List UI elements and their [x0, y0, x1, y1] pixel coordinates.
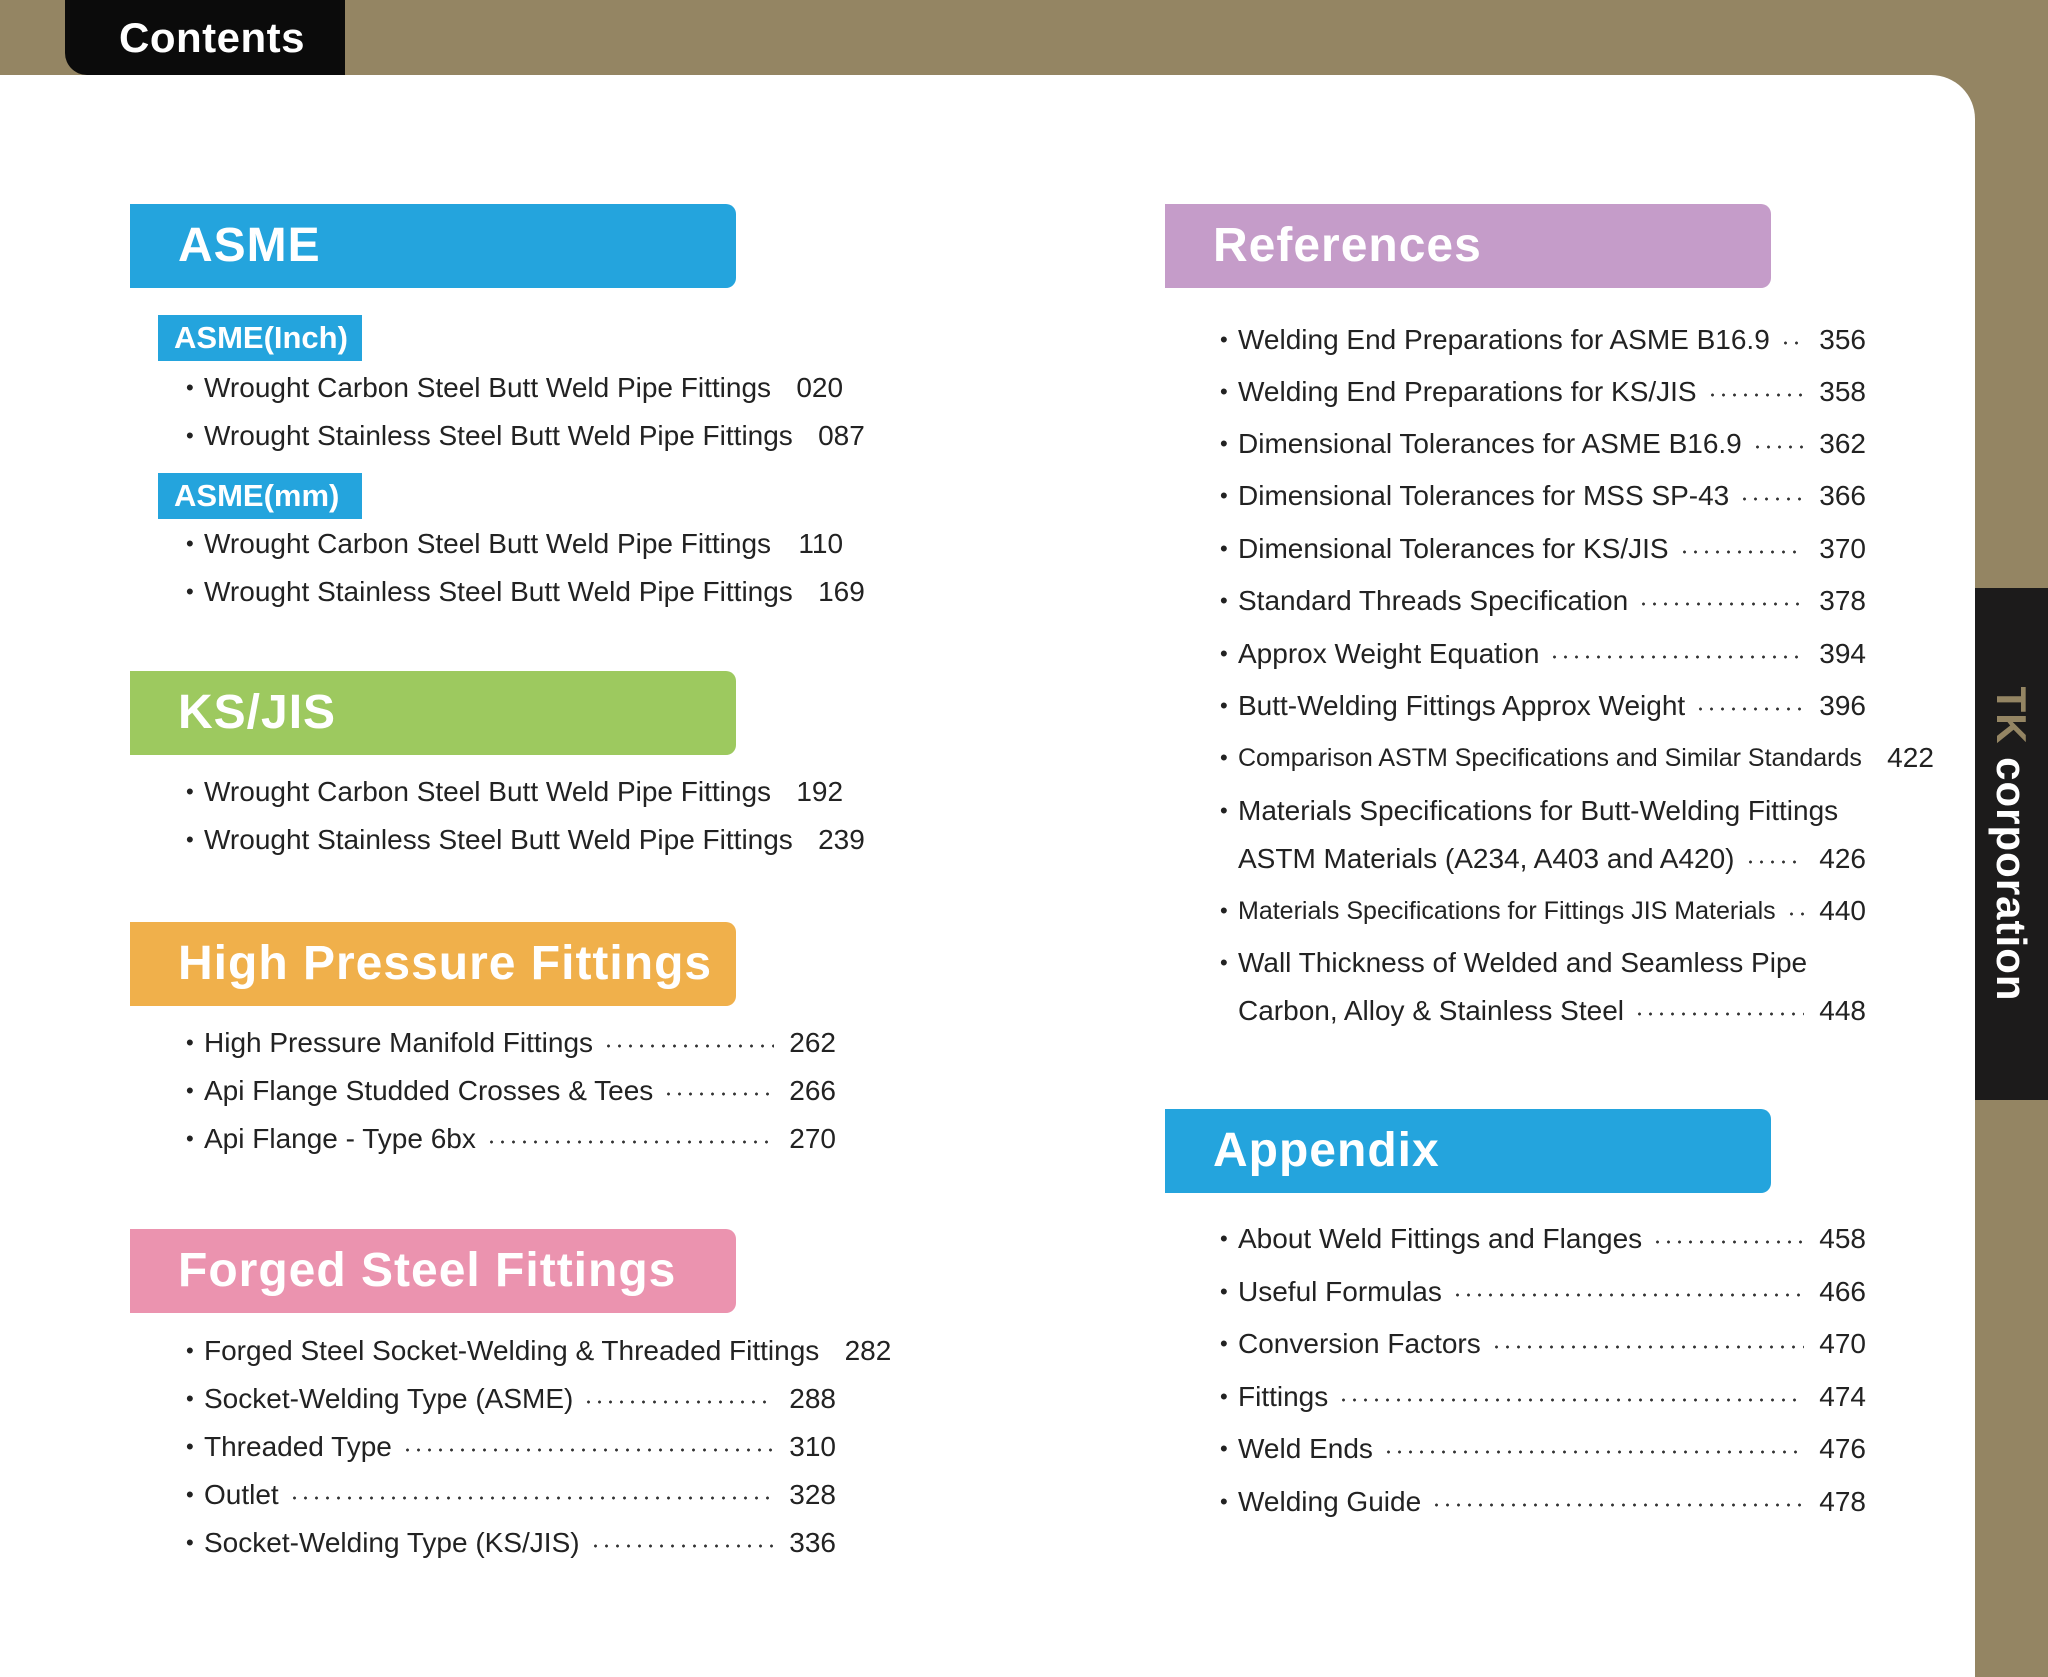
entry-label: Socket-Welding Type (ASME): [204, 1383, 574, 1414]
entry-label: Welding End Preparations for KS/JIS: [1238, 376, 1697, 407]
entry-page: 087: [818, 420, 865, 451]
side-brand-text: [1987, 686, 2035, 1001]
toc-entry[interactable]: [1220, 1217, 1866, 1261]
toc-entry[interactable]: [1220, 527, 1866, 571]
leader-dots: [1652, 1240, 1804, 1244]
entry-label: Weld Ends: [1238, 1433, 1373, 1464]
entry-label: Comparison ASTM Specifications and Similar Standards: [1238, 743, 1862, 772]
leader-dots: [402, 1448, 774, 1452]
leader-dots: [1638, 602, 1804, 606]
bullet: •: [1220, 379, 1228, 404]
toc-entry[interactable]: [1220, 1270, 1866, 1314]
entry-label: Fittings: [1238, 1381, 1329, 1412]
entry-label: Api Flange - Type 6bx: [204, 1123, 476, 1154]
entry-page: 470: [1819, 1328, 1866, 1359]
entry-label: About Weld Fittings and Flanges: [1238, 1223, 1643, 1254]
bullet: •: [1220, 641, 1228, 666]
entry-label: Materials Specifications for Butt-Welding Fittings: [1238, 795, 1839, 826]
entry-page: 356: [1819, 324, 1866, 355]
entry-label: Butt-Welding Fittings Approx Weight: [1238, 690, 1686, 721]
entry-page: 169: [818, 576, 865, 607]
toc-entry[interactable]: [186, 414, 865, 458]
entry-page: 396: [1819, 690, 1866, 721]
bullet: •: [1220, 950, 1228, 975]
leader-dots: [603, 1044, 774, 1048]
toc-entry-line2[interactable]: [1220, 837, 1866, 881]
entry-label: Standard Threads Specification: [1238, 585, 1629, 616]
leader-dots: [1739, 497, 1804, 501]
high-pressure-banner: High Pressure Fittings: [130, 922, 736, 1006]
entry-label: Wrought Carbon Steel Butt Weld Pipe Fittings: [204, 372, 772, 403]
entry-page: 422: [1887, 742, 1934, 773]
entry-page: 020: [796, 372, 844, 403]
toc-entry[interactable]: [186, 522, 844, 566]
bullet: •: [186, 531, 194, 556]
entry-page: 474: [1819, 1381, 1866, 1412]
entry-label: Wrought Stainless Steel Butt Weld Pipe Fittings: [204, 824, 793, 855]
entry-label: Materials Specifications for Fittings JIS Materials: [1238, 896, 1776, 925]
bullet: •: [1220, 1226, 1228, 1251]
entry-page: 466: [1819, 1276, 1866, 1307]
entry-page: 440: [1819, 895, 1866, 926]
entry-page: 358: [1819, 376, 1866, 407]
bullet: •: [186, 779, 194, 804]
toc-entry[interactable]: [186, 770, 844, 814]
entry-label: Dimensional Tolerances for KS/JIS: [1238, 533, 1669, 564]
leader-dots: [1383, 1450, 1804, 1454]
leader-dots: [1695, 707, 1804, 711]
entry-label: Useful Formulas: [1238, 1276, 1442, 1307]
entry-label: Outlet: [204, 1479, 279, 1510]
leader-dots: [1338, 1398, 1804, 1402]
bullet: •: [1220, 1331, 1228, 1356]
entry-label: Dimensional Tolerances for ASME B16.9: [1238, 428, 1742, 459]
entry-page: 458: [1819, 1223, 1866, 1254]
bullet: •: [1220, 1489, 1228, 1514]
toc-entry[interactable]: [186, 1425, 836, 1469]
toc-entry[interactable]: [186, 1329, 892, 1373]
entry-label: Threaded Type: [204, 1431, 392, 1462]
leader-dots: [1780, 341, 1804, 345]
toc-entry[interactable]: [1220, 889, 1866, 933]
entry-page: 448: [1819, 995, 1866, 1026]
toc-entry[interactable]: [186, 570, 865, 614]
toc-entry[interactable]: [1220, 1375, 1866, 1419]
entry-label: Wrought Carbon Steel Butt Weld Pipe Fittings: [204, 528, 772, 559]
toc-entry[interactable]: [186, 1377, 836, 1421]
entry-page: 366: [1819, 480, 1866, 511]
entry-label: Socket-Welding Type (KS/JIS): [204, 1527, 580, 1558]
entry-label: Wrought Carbon Steel Butt Weld Pipe Fittings: [204, 776, 772, 807]
entry-page: 478: [1819, 1486, 1866, 1517]
toc-entry[interactable]: [186, 366, 844, 410]
bullet: •: [186, 1126, 194, 1151]
bullet: •: [1220, 588, 1228, 613]
bullet: •: [1220, 898, 1228, 923]
bullet: •: [1220, 693, 1228, 718]
entry-page: 239: [818, 824, 865, 855]
appendix-banner: Appendix: [1165, 1109, 1771, 1193]
leader-dots: [1634, 1012, 1804, 1016]
entry-label: Wrought Stainless Steel Butt Weld Pipe Fittings: [204, 576, 793, 607]
leader-dots: [1752, 445, 1804, 449]
bullet: •: [186, 827, 194, 852]
leader-dots: [1549, 655, 1804, 659]
bullet: •: [186, 375, 194, 400]
asme-mm-banner: ASME(mm): [158, 473, 362, 519]
ksjis-banner: KS/JIS: [130, 671, 736, 755]
bullet: •: [1220, 745, 1228, 770]
leader-dots: [663, 1092, 774, 1096]
toc-entry[interactable]: [186, 818, 865, 862]
entry-label: Wrought Stainless Steel Butt Weld Pipe Fittings: [204, 420, 793, 451]
toc-entry[interactable]: [1220, 318, 1866, 362]
leader-dots: [1707, 393, 1804, 397]
entry-label: Api Flange Studded Crosses & Tees: [204, 1075, 654, 1106]
page-title: Contents: [65, 0, 345, 75]
bullet: •: [1220, 483, 1228, 508]
toc-entry[interactable]: [186, 1117, 836, 1161]
bullet: •: [1220, 798, 1228, 823]
entry-page: 110: [798, 528, 844, 559]
brand-prefix: TK: [1988, 686, 2035, 745]
toc-entry[interactable]: [186, 1021, 836, 1065]
toc-entry-line1[interactable]: [1220, 789, 1866, 833]
leader-dots: [1491, 1345, 1804, 1349]
toc-entry[interactable]: [1220, 632, 1866, 676]
entry-page: 426: [1819, 843, 1866, 874]
toc-entry-line2[interactable]: [1220, 989, 1866, 1033]
entry-page: 378: [1819, 585, 1866, 616]
leader-dots: [486, 1140, 774, 1144]
leader-dots: [1786, 912, 1804, 916]
entry-label: Forged Steel Socket-Welding & Threaded Fittings: [204, 1335, 820, 1366]
entry-page: 310: [789, 1431, 836, 1462]
entry-page: 328: [789, 1479, 836, 1510]
leader-dots: [1431, 1503, 1804, 1507]
bullet: •: [186, 1030, 194, 1055]
entry-page: 476: [1819, 1433, 1866, 1464]
asme-inch-banner: ASME(Inch): [158, 315, 362, 361]
toc-entry[interactable]: [186, 1069, 836, 1113]
toc-entry[interactable]: [186, 1521, 836, 1565]
leader-dots: [1679, 550, 1804, 554]
entry-page: 336: [789, 1527, 836, 1558]
bullet: •: [186, 1078, 194, 1103]
toc-entry[interactable]: [1220, 1427, 1866, 1471]
toc-entry-line1[interactable]: [1220, 941, 1866, 985]
bullet: •: [186, 1386, 194, 1411]
bullet: •: [186, 423, 194, 448]
toc-entry[interactable]: [1220, 684, 1866, 728]
entry-page: 370: [1819, 533, 1866, 564]
leader-dots: [289, 1496, 774, 1500]
brand-suffix: corporation: [1988, 757, 2035, 1002]
entry-page: 394: [1819, 638, 1866, 669]
bullet: •: [1220, 1279, 1228, 1304]
entry-label: Conversion Factors: [1238, 1328, 1481, 1359]
toc-entry[interactable]: [186, 1473, 836, 1517]
asme-banner: ASME: [130, 204, 736, 288]
toc-entry[interactable]: [1220, 579, 1866, 623]
entry-label: Welding End Preparations for ASME B16.9: [1238, 324, 1770, 355]
entry-label-cont: ASTM Materials (A234, A403 and A420): [1238, 843, 1735, 874]
toc-entry[interactable]: [1220, 422, 1866, 466]
entry-page: 262: [789, 1027, 836, 1058]
entry-label-cont: Carbon, Alloy & Stainless Steel: [1238, 995, 1624, 1026]
entry-label: High Pressure Manifold Fittings: [204, 1027, 594, 1058]
entry-label: Welding Guide: [1238, 1486, 1422, 1517]
leader-dots: [583, 1400, 774, 1404]
leader-dots: [1452, 1293, 1804, 1297]
entry-page: 288: [789, 1383, 836, 1414]
leader-dots: [1745, 860, 1805, 864]
bullet: •: [1220, 327, 1228, 352]
bullet: •: [1220, 1384, 1228, 1409]
toc-entry[interactable]: [1220, 474, 1866, 518]
bullet: •: [186, 1482, 194, 1507]
entry-page: 270: [789, 1123, 836, 1154]
references-banner: References: [1165, 204, 1771, 288]
entry-page: 192: [796, 776, 844, 807]
bullet: •: [186, 579, 194, 604]
entry-label: Wall Thickness of Welded and Seamless Pipe: [1238, 947, 1808, 978]
toc-entry[interactable]: [1220, 736, 1934, 780]
bullet: •: [1220, 536, 1228, 561]
entry-page: 282: [844, 1335, 892, 1366]
entry-label: Approx Weight Equation: [1238, 638, 1540, 669]
bullet: •: [1220, 1436, 1228, 1461]
leader-dots: [590, 1544, 774, 1548]
bullet: •: [186, 1530, 194, 1555]
entry-page: 266: [789, 1075, 836, 1106]
toc-entry[interactable]: [1220, 370, 1866, 414]
toc-entry[interactable]: [1220, 1480, 1866, 1524]
forged-banner: Forged Steel Fittings: [130, 1229, 736, 1313]
entry-label: Dimensional Tolerances for MSS SP-43: [1238, 480, 1730, 511]
bullet: •: [1220, 431, 1228, 456]
bullet: •: [186, 1338, 194, 1363]
toc-entry[interactable]: [1220, 1322, 1866, 1366]
bullet: •: [186, 1434, 194, 1459]
entry-page: 362: [1819, 428, 1866, 459]
